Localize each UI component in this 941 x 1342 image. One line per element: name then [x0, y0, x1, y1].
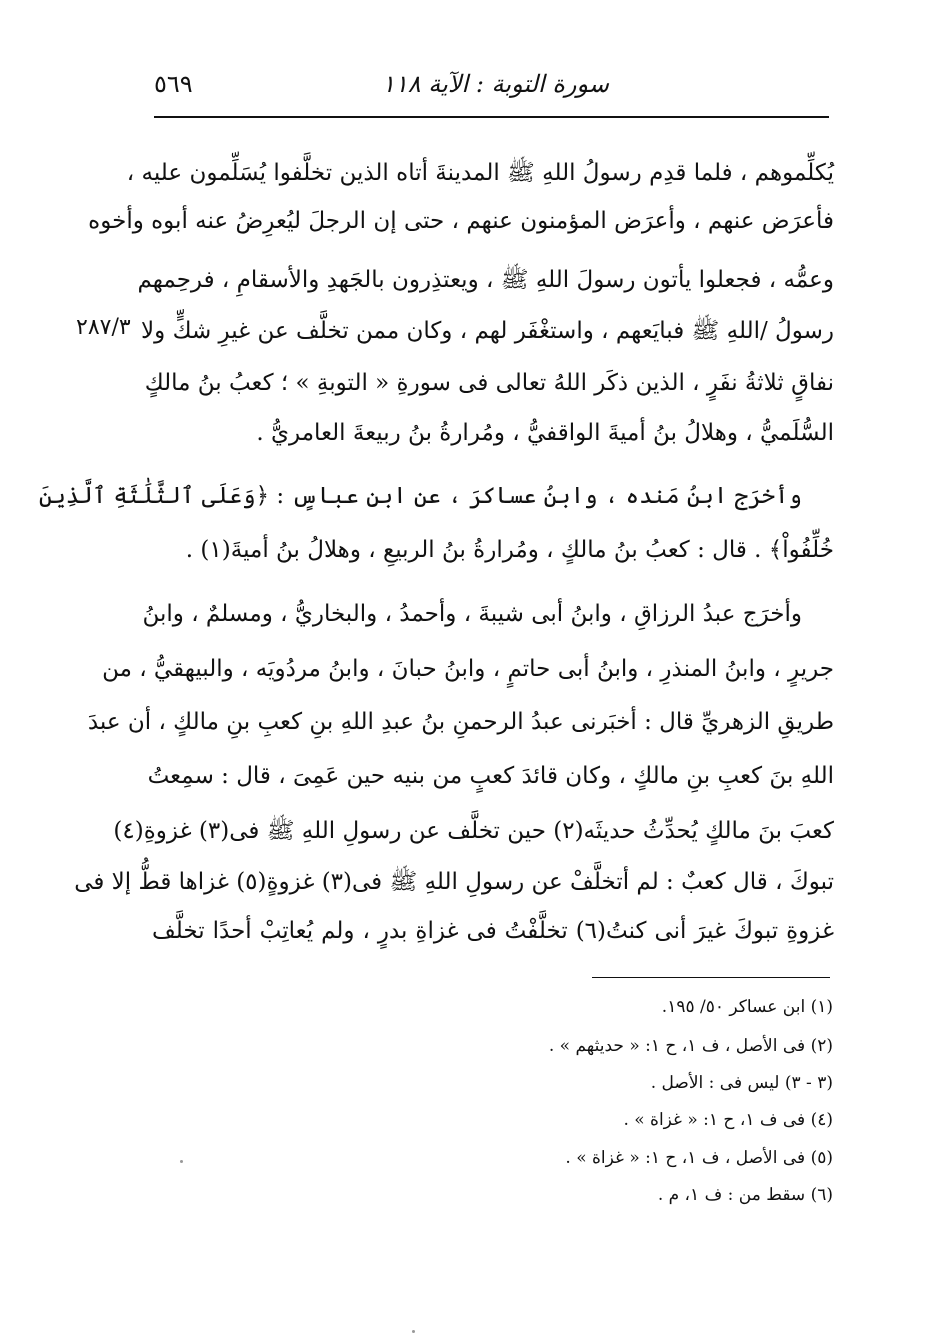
footnote: (٦) سقط من : ف ١، م .: [657, 1185, 833, 1205]
footnote: (١) ابن عساكر ٥٠/ ١٩٥.: [661, 997, 833, 1017]
body-line: جريرٍ ، وابنُ المنذرِ ، وابنُ أبى حاتمٍ ، وابنُ حبانَ ، وابنُ مردُويَه ، والبيهقيُّ ، من: [102, 656, 834, 682]
body-line: خُلِّفُواْ﴾ . قال : كعبُ بنُ مالكٍ ، ومُرارةُ بنُ الربيعِ ، وهلالُ بنُ أميةَ(١) .: [185, 537, 834, 563]
body-line: اللهِ بنَ كعبِ بنِ مالكٍ ، وكان قائدَ كعبٍ من بنيه حين عَمِىَ ، قال : سمِعتُ: [147, 763, 834, 789]
footnote: (٢) فى الأصل ، ف ١، ح ١: « حديثهم » .: [548, 1036, 833, 1056]
body-line: وأخرَج ابنُ مَنده ، وابنُ عساكرَ ، عن ابنِ عباسٍ : ﴿وَعَلَى ٱلثَّلَٰثَةِ ٱلَّذِينَ: [38, 483, 802, 509]
running-head: سورة التوبة : الآية ١١٨: [381, 70, 609, 98]
footnote: (٣ - ٣) ليس فى : الأصل .: [650, 1073, 833, 1093]
body-line: كعبَ بنَ مالكٍ يُحدِّثُ حديثَه(٢) حين تخلَّف عن رسولِ اللهِ ﷺ فى(٣) غزوةِ(٤): [113, 818, 834, 844]
page-header: [154, 66, 829, 106]
header-rule: [154, 116, 829, 118]
page-number: ٥٦٩: [154, 70, 193, 98]
margin-reference: ٢٨٧/٣: [76, 315, 131, 340]
body-line: رسولُ /اللهِ ﷺ فبايَعهم ، واستغْفَر لهم ، وكان ممن تخلَّف عن غيرِ شكٍّ ولا: [141, 318, 834, 344]
footnote: (٥) فى الأصل ، ف ١، ح ١: « غزاة » .: [565, 1148, 833, 1168]
scan-speck: [180, 1160, 183, 1163]
body-line: تبوكَ ، قال كعبٌ : لم أتخلَّفْ عن رسولِ اللهِ ﷺ فى(٣) غزوةٍ(٥) غزاها قطُّ إلا فى: [74, 869, 834, 895]
body-line: غزوةِ تبوكَ غيرَ أنى كنتُ(٦) تخلَّفْتُ فى غزاةِ بدرٍ ، ولم يُعاتِبْ أحدًا تخلَّف: [152, 918, 834, 944]
body-line: السُّلَميُّ ، وهلالُ بنُ أميةَ الواقفيُّ ، ومُرارةُ بنُ ربيعةَ العامريُّ .: [256, 420, 834, 446]
body-line: وعمُّه ، فجعلوا يأتون رسولَ اللهِ ﷺ ، ويعتذِرون بالجَهدِ والأسقامِ ، فرحِمهم: [137, 267, 834, 293]
footnote: (٤) فى ف ١، ح ١: « غزاة » .: [623, 1110, 833, 1130]
body-line: فأعرَض عنهم ، وأعرَض المؤمنون عنهم ، حتى إن الرجلَ ليُعرِضُ عنه أبوه وأخوه: [88, 208, 834, 234]
body-line: طريقِ الزهريِّ قال : أخبَرنى عبدُ الرحمنِ بنُ عبدِ اللهِ بنِ كعبِ بنِ مالكٍ ، أن عبدَ: [87, 709, 834, 735]
body-line: يُكلِّموهم ، فلما قدِم رسولُ اللهِ ﷺ المدينةَ أتاه الذين تخلَّفوا يُسَلِّمون عليه ،: [126, 160, 834, 186]
body-line: نفاقٍ ثلاثةُ نفَرٍ ، الذين ذكَر اللهُ تعالى فى سورةِ « التوبةِ » ؛ كعبُ بنُ مالكٍ: [144, 370, 834, 396]
body-line: وأخرَج عبدُ الرزاقِ ، وابنُ أبى شيبةَ ، وأحمدُ ، والبخاريُّ ، ومسلمٌ ، وابنُ: [142, 601, 802, 627]
footnote-rule: [592, 977, 830, 978]
scan-speck: [412, 1330, 415, 1333]
